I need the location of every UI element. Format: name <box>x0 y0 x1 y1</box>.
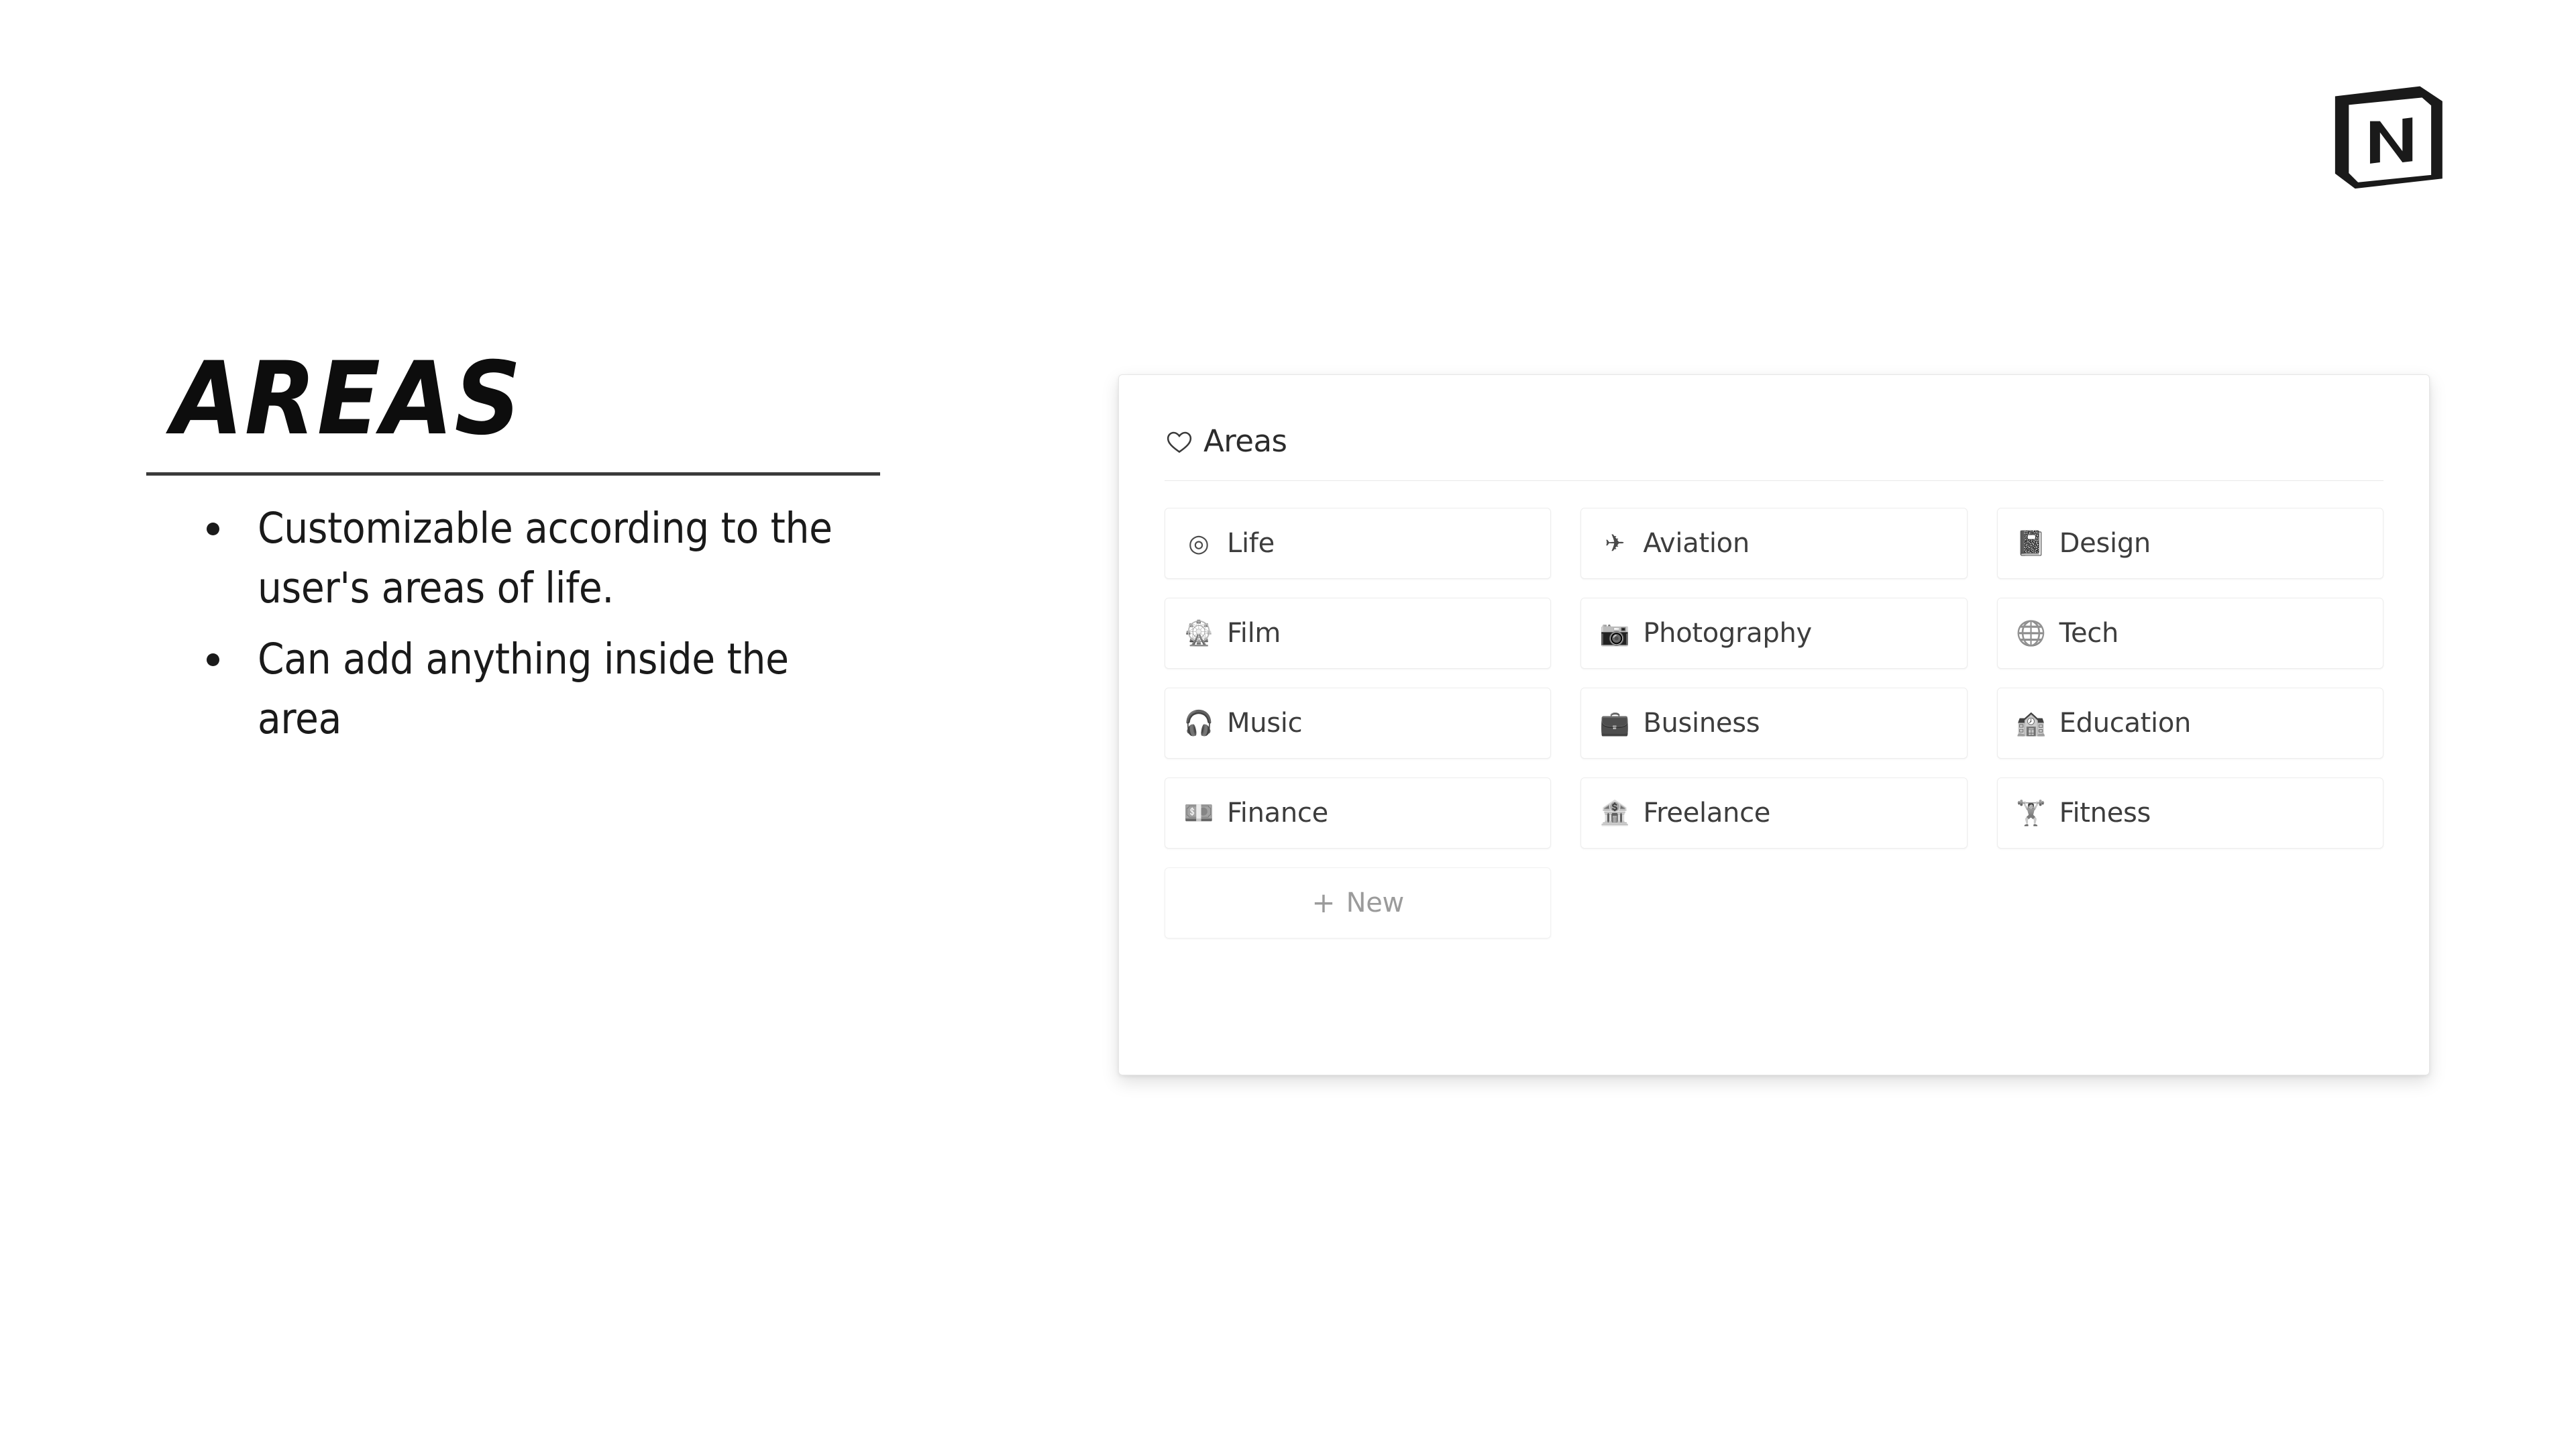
area-tile-life[interactable] <box>1165 508 1551 579</box>
area-tile-tech[interactable] <box>1997 598 2383 669</box>
area-tile-finance[interactable] <box>1165 777 1551 849</box>
area-tile-label: Music <box>1227 708 1303 739</box>
area-tile-label: Design <box>2059 528 2151 559</box>
camera-icon: 📷 <box>1599 619 1630 647</box>
books-icon: 📓 <box>2016 529 2047 557</box>
laptop-icon: 🏦 <box>1599 799 1630 826</box>
area-tile-label: Life <box>1227 528 1275 559</box>
list-item: Customizable according to the user's areas of life. <box>196 498 861 619</box>
areas-grid <box>1119 481 2429 938</box>
briefcase-icon: 💼 <box>1599 709 1630 737</box>
globe-icon: 🌐 <box>2016 619 2047 647</box>
graduation-icon: 🏫 <box>2016 709 2047 737</box>
airplane-icon: ✈ <box>1605 529 1625 557</box>
area-tile-freelance[interactable] <box>1580 777 1967 849</box>
card-title: Areas <box>1203 423 1287 459</box>
slide-text-panel <box>146 341 924 760</box>
notion-areas-card <box>1118 374 2430 1075</box>
heart-icon <box>1165 427 1194 456</box>
plus-icon: + <box>1311 886 1336 919</box>
area-tile-label: Aviation <box>1643 528 1750 559</box>
bullet-list <box>146 498 924 749</box>
area-tile-music[interactable] <box>1165 688 1551 759</box>
area-tile-design[interactable] <box>1997 508 2383 579</box>
area-tile-label: Photography <box>1643 618 1812 649</box>
film-reel-icon: 🎡 <box>1183 619 1214 647</box>
target-icon: ◎ <box>1188 529 1210 557</box>
title-divider <box>146 472 880 476</box>
headphones-icon: 🎧 <box>1183 709 1214 737</box>
area-tile-film[interactable] <box>1165 598 1551 669</box>
card-header <box>1119 375 2429 459</box>
page-title: AREAS <box>172 341 523 458</box>
area-tile-photography[interactable] <box>1580 598 1967 669</box>
money-bag-icon: 💵 <box>1183 799 1214 826</box>
area-tile-education[interactable] <box>1997 688 2383 759</box>
list-item: Can add anything inside the area <box>196 629 861 749</box>
area-tile-aviation[interactable] <box>1580 508 1967 579</box>
dumbbell-icon: 🏋 <box>2016 799 2047 826</box>
area-tile-label: Finance <box>1227 798 1328 828</box>
area-tile-business[interactable] <box>1580 688 1967 759</box>
area-tile-fitness[interactable] <box>1997 777 2383 849</box>
notion-logo <box>2325 74 2450 199</box>
area-tile-label: Tech <box>2059 618 2119 649</box>
area-tile-label: Business <box>1643 708 1760 739</box>
new-area-label: New <box>1346 888 1404 918</box>
new-area-button[interactable] <box>1165 867 1551 938</box>
area-tile-label: Film <box>1227 618 1281 649</box>
area-tile-label: Freelance <box>1643 798 1771 828</box>
area-tile-label: Fitness <box>2059 798 2151 828</box>
area-tile-label: Education <box>2059 708 2192 739</box>
